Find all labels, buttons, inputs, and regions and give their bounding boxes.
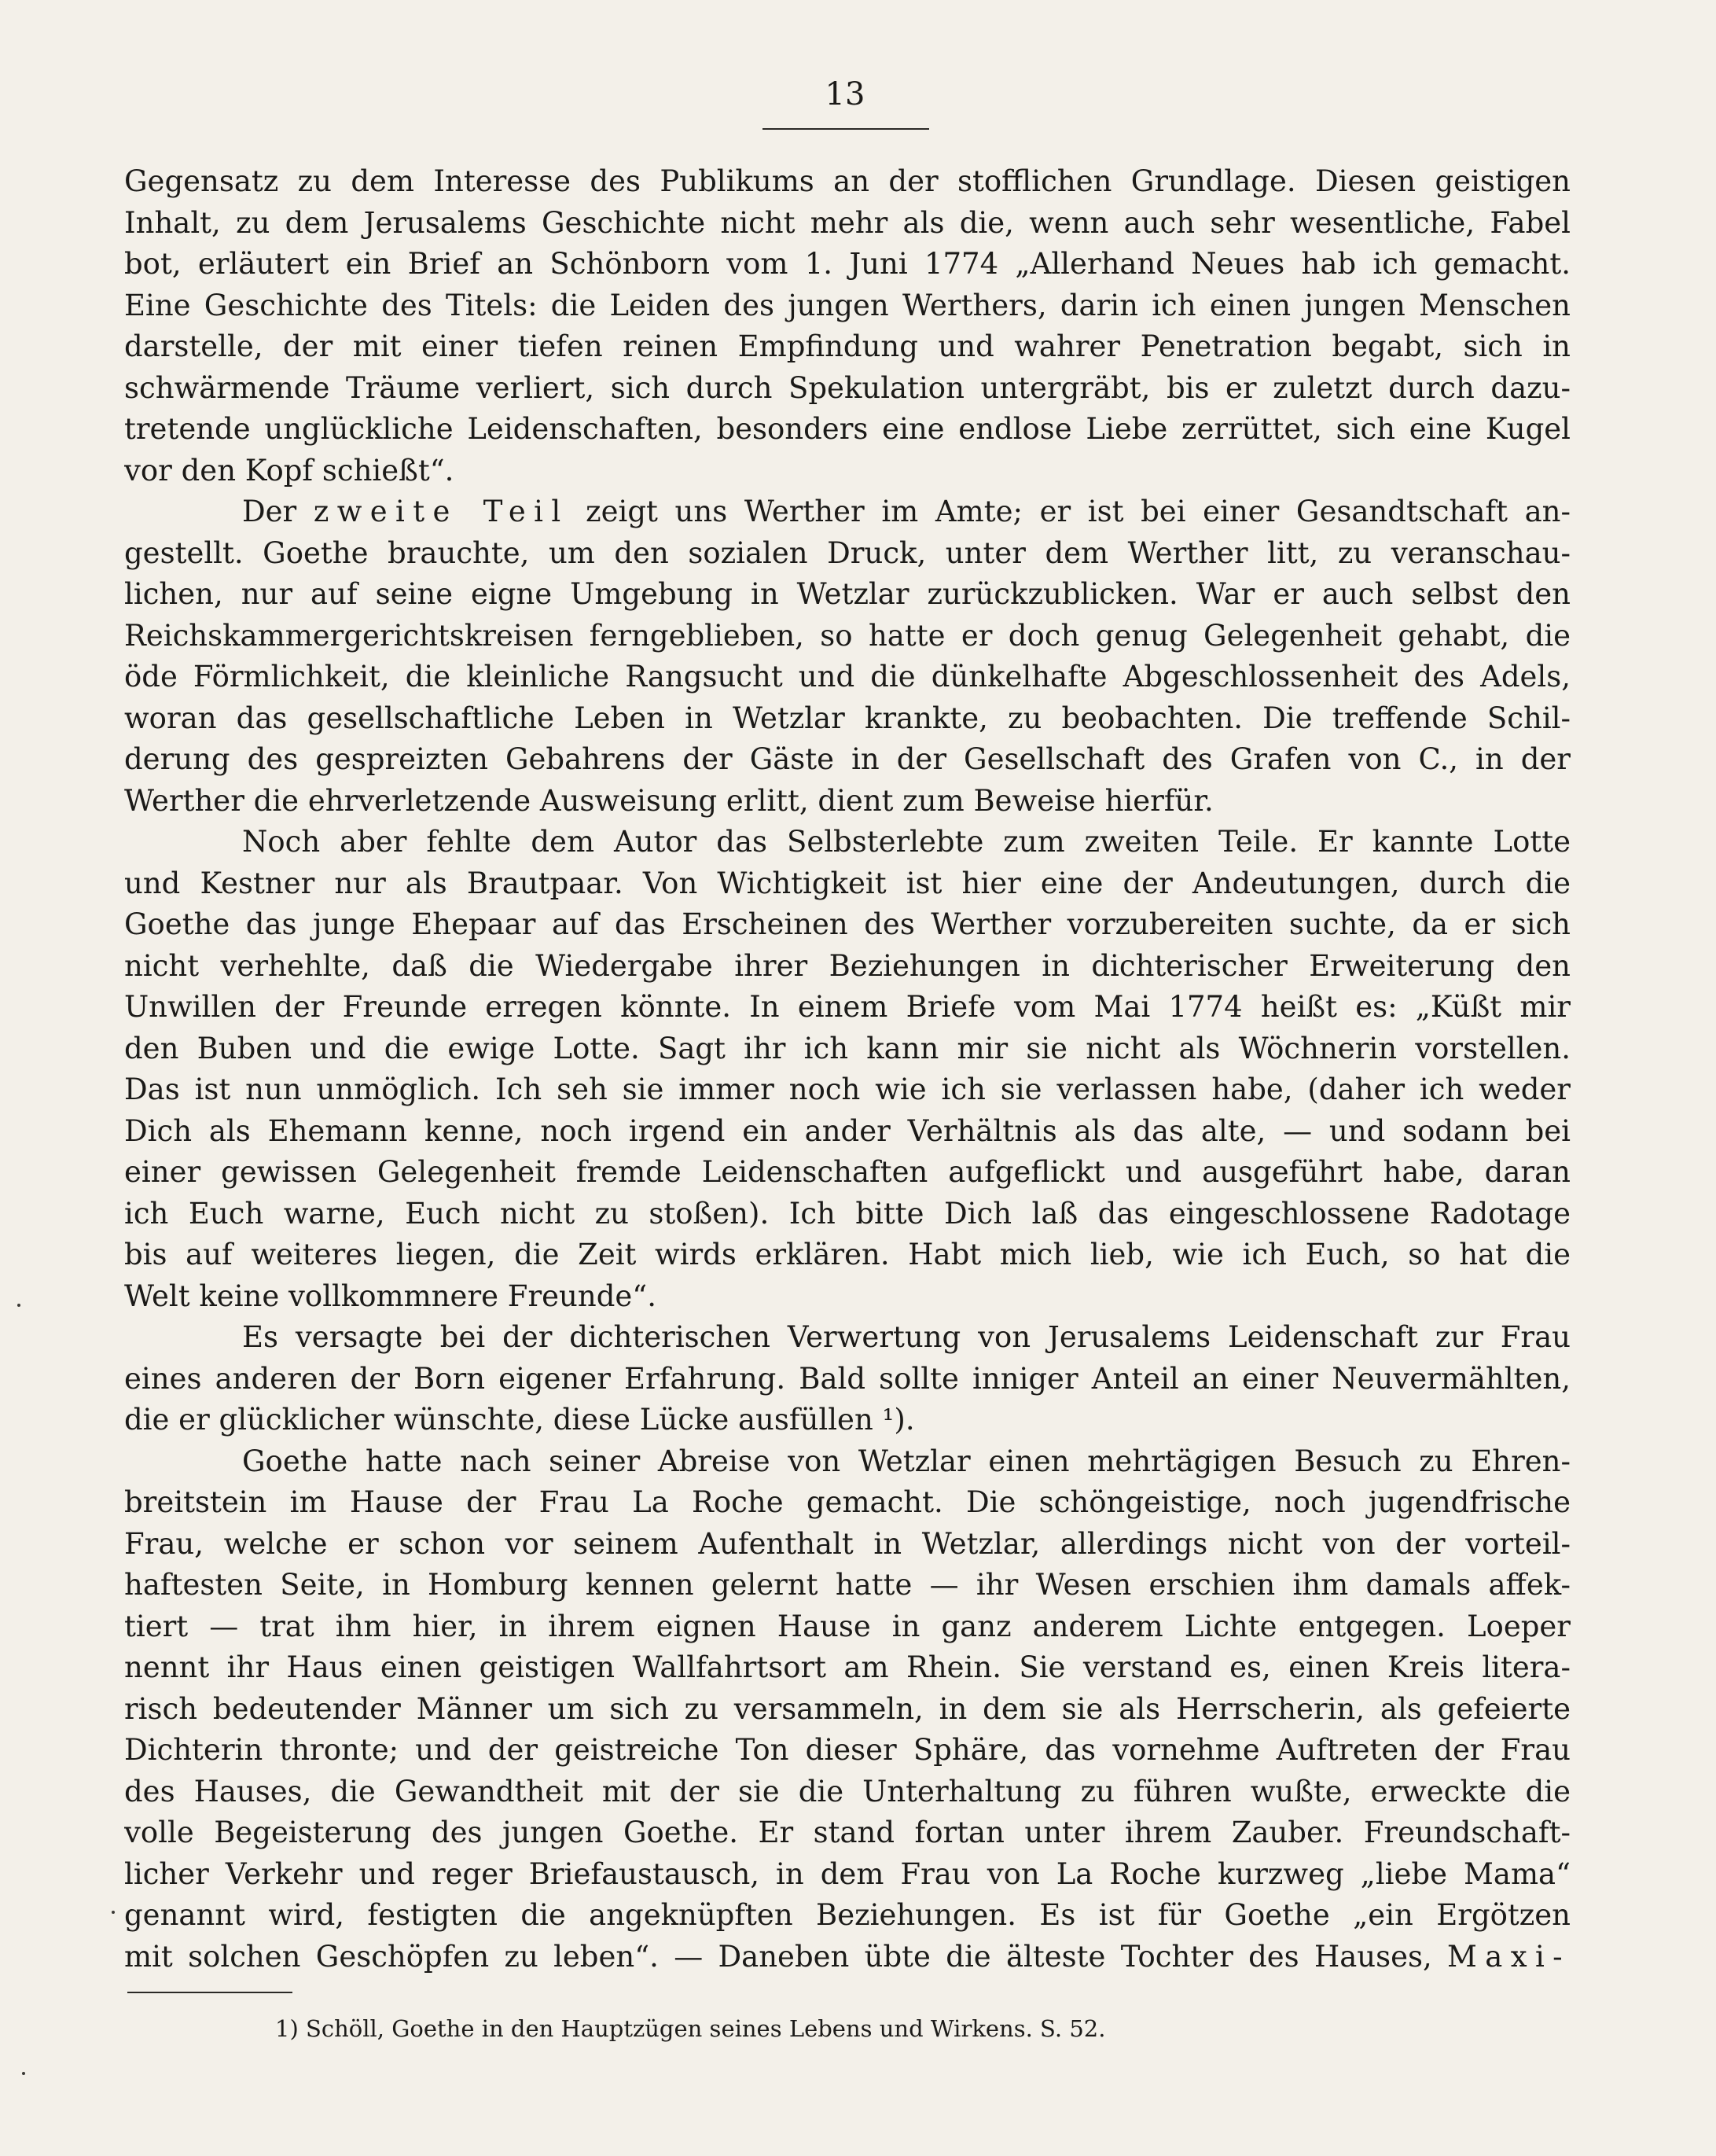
text-line: Noch aber fehlte dem Autor das Selbsterlebte zum zweiten Teile. Er kannte Lotte (242, 825, 1571, 859)
text-line: bot, erläutert ein Brief an Schönborn vom 1. Juni 1774 „Allerhand Neues hab ich gemacht. (124, 247, 1571, 281)
text-line: schwärmende Träume verliert, sich durch Spekulation untergräbt, bis er zuletzt durch dazu- (124, 370, 1571, 405)
text-line (124, 491, 1571, 533)
body-text (124, 161, 1571, 1978)
text-line: Frau, welche er schon vor seinem Aufenthalt in Wetzlar, allerdings nicht von der vorteil- (124, 1526, 1571, 1561)
text-line: bis auf weiteres liegen, die Zeit wirds erklären. Habt mich lieb, wie ich Euch, so hat die (124, 1238, 1571, 1271)
text-line (124, 1937, 1571, 1978)
text-line: ich Euch warne, Euch nicht zu stoßen). Ich bitte Dich laß das eingeschlossene Radotage (124, 1196, 1571, 1231)
text-line: Goethe das junge Ehepaar auf das Erscheinen des Werther vorzubereiten suchte, da er sich (124, 907, 1571, 941)
text-line: Unwillen der Freunde erregen könnte. In einem Briefe vom Mai 1774 heißt es: „Küßt mir (124, 990, 1571, 1024)
spaced-emphasis: Maxi- (1447, 1939, 1571, 1974)
text-line: derung des gespreizten Gebahrens der Gäste in der Gesellschaft des Grafen von C., in der (124, 742, 1571, 776)
spaced-emphasis: zweite Teil (313, 495, 569, 528)
text-line: die er glücklicher wünschte, diese Lücke ausfüllen ¹). (124, 1403, 915, 1437)
text-line: haftesten Seite, in Homburg kennen gelernt hatte — ihr Wesen erschien ihm damals affek- (124, 1568, 1571, 1602)
text-run: mit solchen Geschöpfen zu leben“. — Daneben übte die älteste Tochter des Hauses, (124, 1939, 1448, 1974)
text-line: eines anderen der Born eigener Erfahrung. Bald sollte inniger Anteil an einer Neuvermählten, (124, 1361, 1571, 1396)
text-line: volle Begeisterung des jungen Goethe. Er stand fortan unter ihrem Zauber. Freundschaft- (124, 1816, 1571, 1849)
text-run: Der (242, 495, 314, 528)
text-line: Welt keine vollkommnere Freunde“. (124, 1279, 656, 1313)
text-line: licher Verkehr und reger Briefaustausch, in dem Frau von La Roche kurzweg „liebe Mama“ (124, 1856, 1571, 1891)
text-line: Das ist nun unmöglich. Ich seh sie immer noch wie ich sie verlassen habe, (daher ich weder (124, 1072, 1571, 1106)
text-line: Dich als Ehemann kenne, noch irgend ein ander Verhältnis als das alte, — und sodann bei (124, 1113, 1571, 1148)
footnote: 1) Schöll, Goethe in den Hauptzügen seines Lebens und Wirkens. S. 52. (275, 2015, 1106, 2042)
text-line: nicht verhehlte, daß die Wiedergabe ihrer Beziehungen in dichterischer Erweiterung den (124, 948, 1571, 983)
text-run: zeigt uns Werther im Amte; er ist bei einer Gesandtschaft an- (568, 495, 1571, 528)
text-line: des Hauses, die Gewandtheit mit der sie die Unterhaltung zu führen wußte, erweckte die (124, 1774, 1571, 1808)
text-line: vor den Kopf schießt“. (124, 453, 454, 487)
text-line: woran das gesellschaftliche Leben in Wetzlar krankte, zu beobachten. Die treffende Schil- (124, 701, 1571, 735)
footnote-rule (127, 1992, 292, 1993)
text-line: Goethe hatte nach seiner Abreise von Wetzlar einen mehrtägigen Besuch zu Ehren- (242, 1444, 1571, 1478)
text-line: darstelle, der mit einer tiefen reinen Empfindung und wahrer Penetration begabt, sich in (124, 329, 1571, 363)
text-line: und Kestner nur als Brautpaar. Von Wichtigkeit ist hier eine der Andeutungen, durch die (124, 866, 1571, 900)
text-line: tiert — trat ihm hier, in ihrem eignen Hause in ganz anderem Lichte entgegen. Loeper (124, 1609, 1571, 1643)
text-line: tretende unglückliche Leidenschaften, besonders eine endlose Liebe zerrüttet, sich eine Kugel (124, 412, 1571, 446)
scan-speck (112, 1911, 115, 1914)
text-line: genannt wird, festigten die angeknüpften Beziehungen. Es ist für Goethe „ein Ergötzen (124, 1898, 1571, 1932)
text-line: lichen, nur auf seine eigne Umgebung in Wetzlar zurückzublicken. War er auch selbst den (124, 577, 1571, 611)
text-line: Dichterin thronte; und der geistreiche Ton dieser Sphäre, das vornehme Auftreten der Frau (124, 1733, 1571, 1767)
page-number-rule (762, 128, 929, 130)
scan-speck (22, 2072, 25, 2075)
text-line: einer gewissen Gelegenheit fremde Leidenschaften aufgeflickt und ausgeführt habe, daran (124, 1155, 1571, 1189)
text-line: gestellt. Goethe brauchte, um den sozialen Druck, unter dem Werther litt, zu veranschau- (124, 535, 1571, 570)
text-line: Es versagte bei der dichterischen Verwertung von Jerusalems Leidenschaft zur Frau (242, 1320, 1571, 1354)
page-number: 13 (825, 76, 865, 112)
text-line: Reichskammergerichtskreisen ferngeblieben, so hatte er doch genug Gelegenheit gehabt, die (124, 618, 1571, 653)
text-line: den Buben und die ewige Lotte. Sagt ihr ich kann mir sie nicht als Wöchnerin vorstellen. (124, 1031, 1571, 1065)
text-line: Werther die ehrverletzende Ausweisung erlitt, dient zum Beweise hierfür. (124, 783, 1214, 818)
scan-speck (17, 1304, 20, 1307)
text-line: nennt ihr Haus einen geistigen Wallfahrtsort am Rhein. Sie verstand es, einen Kreis litera- (124, 1650, 1571, 1684)
text-line: Eine Geschichte des Titels: die Leiden des jungen Werthers, darin ich einen jungen Menschen (124, 288, 1571, 322)
text-line: risch bedeutender Männer um sich zu versammeln, in dem sie als Herrscherin, als gefeierte (124, 1691, 1571, 1726)
text-line: breitstein im Hause der Frau La Roche gemacht. Die schöngeistige, noch jugendfrische (124, 1485, 1571, 1519)
text-line: öde Förmlichkeit, die kleinliche Rangsucht und die dünkelhafte Abgeschlossenheit des Adels, (124, 660, 1571, 694)
text-line: Gegensatz zu dem Interesse des Publikums an der stofflichen Grundlage. Diesen geistigen (124, 164, 1571, 198)
text-line: Inhalt, zu dem Jerusalems Geschichte nicht mehr als die, wenn auch sehr wesentliche, Fabel (124, 205, 1571, 240)
